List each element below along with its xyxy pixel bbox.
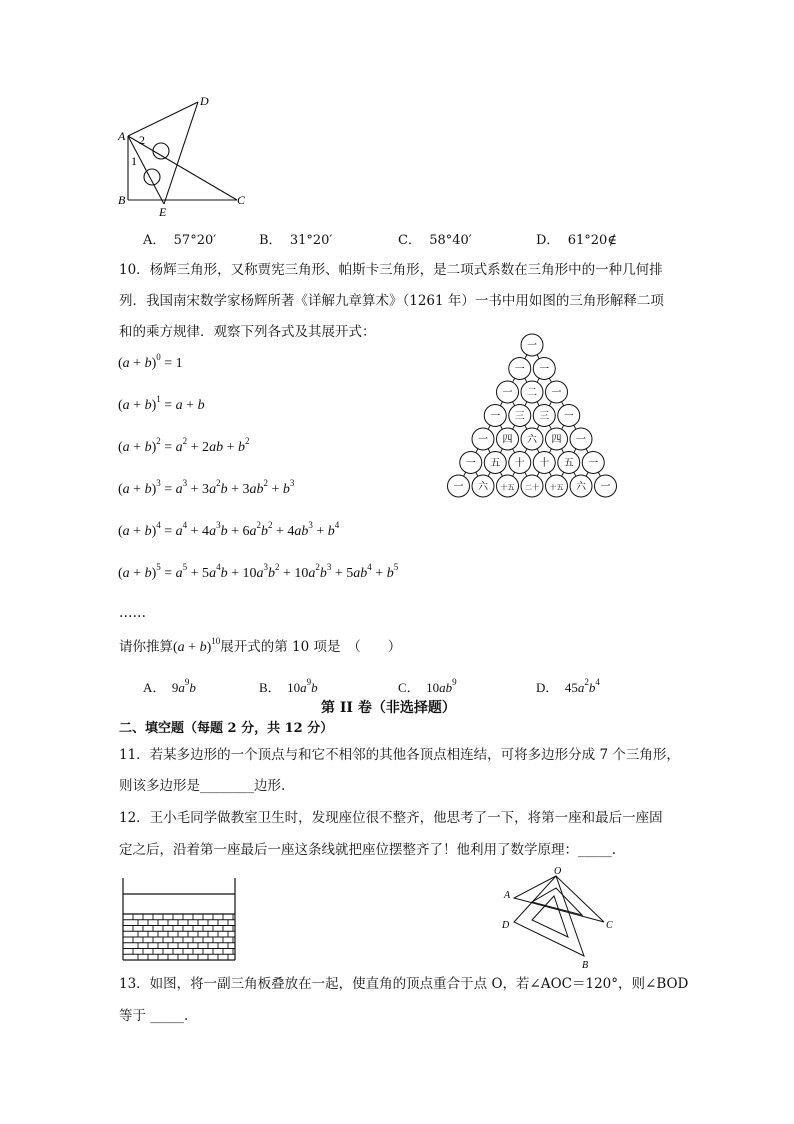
triangle-node-label: 三 xyxy=(539,411,550,422)
triangle-node xyxy=(582,452,604,474)
triangle-node xyxy=(497,428,519,450)
triangle-node xyxy=(521,334,543,356)
triangle-node xyxy=(570,475,592,497)
triangle-node-label: 一 xyxy=(502,387,513,399)
triangle-node-label: 五 xyxy=(563,458,574,469)
yang-hui-triangle xyxy=(440,332,625,502)
q12-brick-figure xyxy=(120,876,240,962)
q13-label-B: B xyxy=(582,960,589,970)
triangle-node xyxy=(558,452,580,474)
q12-line-2: 定之后，沿着第一座最后一座这条线就把座位摆整齐了！他利用了数学原理：_____. xyxy=(119,842,617,858)
q10-line-1: 10．杨辉三角形，又称贾宪三角形、帕斯卡三角形，是二项式系数在三角形中的一种几何排 xyxy=(119,262,663,278)
q13-label-A: A xyxy=(504,890,511,901)
triangle-node xyxy=(533,358,555,380)
triangle-node-label: 六 xyxy=(478,481,488,493)
q9-label-1: 1 xyxy=(131,154,137,168)
triangle-node xyxy=(546,475,568,497)
q11-line-1: 11．若某多边形的一个顶点与和它不相邻的其他各顶点相连结，可将多边形分成 7 个三角形， xyxy=(119,747,680,763)
triangle-node xyxy=(509,358,531,380)
triangle-node xyxy=(533,452,555,474)
triangle-node-label: 一 xyxy=(514,364,525,375)
q9-label-B: B xyxy=(118,193,126,207)
triangle-node xyxy=(460,452,482,474)
triangle-node-label: 一 xyxy=(576,434,586,446)
q10-ellipsis: …… xyxy=(119,605,146,621)
q11-line-2: 则该多边形是________边形. xyxy=(119,778,286,794)
triangle-node xyxy=(521,475,543,497)
q13-label-D: D xyxy=(502,920,510,931)
q13-line-1: 13．如图，将一副三角板叠放在一起，使直角的顶点重合于点 O，若∠AOC＝120°，则∠BOD xyxy=(119,976,689,992)
triangle-node-label: 十五 xyxy=(549,483,564,492)
q10-expansion-5: $(a + b)^5 = a^5 + 5a^4b + 10a^3b^2 + 10a^2b^3 + 5ab^4 + b^5$ xyxy=(118,562,399,581)
q9-option-a[interactable]: A． 57°20′ xyxy=(143,233,217,248)
triangle-node-label: 四 xyxy=(502,434,513,446)
triangle-node-label: 二十 xyxy=(525,483,539,492)
part2-title: 第 II 卷（非选择题） xyxy=(321,700,456,716)
triangle-node-label: 四 xyxy=(551,434,562,446)
triangle-node xyxy=(472,475,494,497)
triangle-node xyxy=(509,452,531,474)
q9-option-c[interactable]: C． 58°40′ xyxy=(398,233,472,248)
q10-line-3: 和的乘方规律．观察下列各式及其展开式： xyxy=(119,324,376,340)
triangle-node-label: 十五 xyxy=(500,483,515,492)
triangle-node xyxy=(497,381,519,403)
q9-label-D: D xyxy=(200,94,209,108)
triangle-node-label: 一 xyxy=(563,411,574,422)
q9-label-2: 2 xyxy=(139,133,145,147)
triangle-node-label: 十 xyxy=(514,458,525,469)
q10-expansion-4: $(a + b)^4 = a^4 + 4a^3b + 6a^2b^2 + 4ab^3 + b^4$ xyxy=(118,520,340,539)
triangle-node-label: 六 xyxy=(576,481,586,493)
q12-line-1: 12．王小毛同学做教室卫生时，发现座位很不整齐，他思考了一下，将第一座和最后一座固 xyxy=(119,810,663,826)
q10-expansion-2: $(a + b)^2 = a^2 + 2ab + b^2$ xyxy=(118,436,250,455)
triangle-node-label: 一 xyxy=(465,458,476,469)
q9-label-A: A xyxy=(118,129,126,143)
triangle-node xyxy=(521,428,543,450)
q10-question: 请你推算$(a + b)^{10}$展开式的第 10 项是 （ ） xyxy=(119,636,402,655)
q10-expansion-0: $(a + b)^0 = 1$ xyxy=(118,352,183,371)
triangle-node xyxy=(595,475,617,497)
triangle-node-label: 一 xyxy=(600,481,611,493)
q9-label-C: C xyxy=(237,193,246,207)
q13-line-2: 等于 _____. xyxy=(119,1008,189,1024)
triangle-node xyxy=(546,381,568,403)
triangle-node-label: 二 xyxy=(527,387,537,399)
triangle-node xyxy=(472,428,494,450)
q9-label-E: E xyxy=(159,205,167,217)
triangle-node xyxy=(484,405,506,427)
triangle-node-label: 一 xyxy=(588,458,599,469)
q10-option-b[interactable]: B． $10a^9b$ xyxy=(259,677,318,695)
q10-option-c[interactable]: C． $10ab^9$ xyxy=(398,677,457,695)
triangle-node xyxy=(533,405,555,427)
triangle-node xyxy=(484,452,506,474)
part2-section-heading: 二、填空题（每题 2 分，共 12 分） xyxy=(119,721,334,736)
q10-line-2: 列．我国南宋数学家杨辉所著《详解九章算术》（1261 年）一书中用如图的三角形解释二项 xyxy=(119,293,664,309)
q10-expansion-3: $(a + b)^3 = a^3 + 3a^2b + 3ab^2 + b^3$ xyxy=(118,478,295,497)
q10-option-d[interactable]: D． $45a^2b^4$ xyxy=(536,677,600,695)
triangle-node-label: 十 xyxy=(539,458,550,469)
triangle-node-label: 一 xyxy=(527,340,537,352)
q9-triangle-figure xyxy=(112,92,262,217)
q13-label-O: O xyxy=(554,866,562,877)
triangle-node xyxy=(558,405,580,427)
q13-set-square-figure xyxy=(500,866,620,970)
triangle-node-label: 一 xyxy=(551,387,562,399)
triangle-node xyxy=(570,428,592,450)
triangle-node xyxy=(509,405,531,427)
q9-option-b[interactable]: B． 31°20′ xyxy=(259,233,333,248)
triangle-node-label: 一 xyxy=(478,434,488,446)
triangle-node-label: 六 xyxy=(527,434,537,446)
triangle-node xyxy=(521,381,543,403)
triangle-node-label: 三 xyxy=(514,411,525,422)
triangle-node xyxy=(497,475,519,497)
q9-option-d[interactable]: D． 61°20∉ xyxy=(536,233,617,248)
triangle-node-label: 一 xyxy=(539,364,550,375)
triangle-node-label: 一 xyxy=(453,481,464,493)
triangle-node xyxy=(448,475,470,497)
q13-label-C: C xyxy=(606,920,613,931)
triangle-node-label: 五 xyxy=(490,458,501,469)
q10-option-a[interactable]: A． $9a^9b$ xyxy=(143,677,196,695)
triangle-node-label: 一 xyxy=(490,411,501,422)
q10-expansion-1: $(a + b)^1 = a + b$ xyxy=(118,394,205,413)
triangle-node xyxy=(546,428,568,450)
